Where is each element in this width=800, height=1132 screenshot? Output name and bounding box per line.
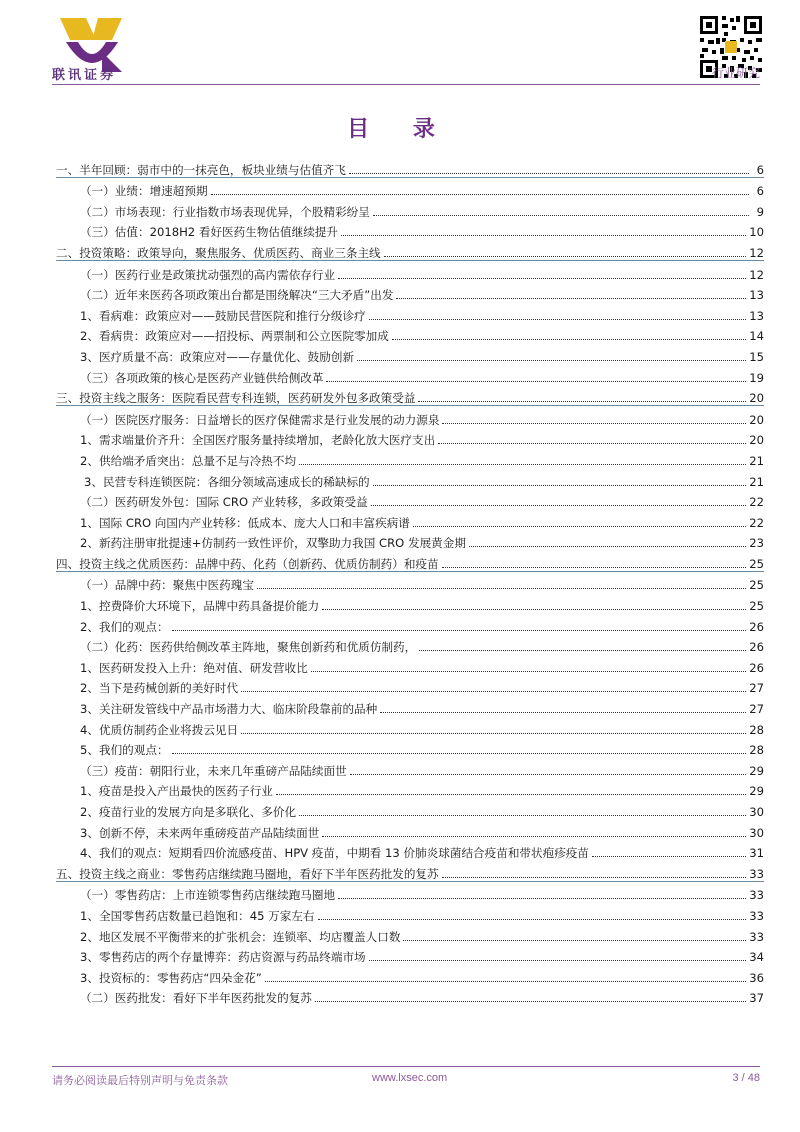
toc-entry-title: 1、全国零售药店数量已趋饱和：45 万家左右 [80, 908, 315, 923]
toc-entry-title: 3、医疗质量不高：政策应对——存量优化、鼓励创新 [80, 349, 355, 364]
toc-entry-page: 15 [749, 349, 764, 364]
toc-entry-title: 1、看病难：政策应对——鼓励民营医院和推行分级诊疗 [80, 308, 366, 323]
toc-entry-page: 26 [749, 619, 764, 634]
toc-entry-title: 3、投资标的：零售药店“四朵金花” [80, 970, 262, 985]
toc-entry-page: 6 [756, 162, 764, 177]
toc-leader-dots [299, 814, 746, 816]
toc-leader-dots [442, 422, 746, 424]
toc-entry[interactable] [56, 716, 764, 737]
toc-leader-dots [338, 277, 746, 279]
toc-leader-dots [380, 711, 746, 713]
toc-entry-title: 2、当下是药械创新的美好时代 [80, 681, 239, 696]
toc-entry-page: 33 [749, 908, 764, 923]
toc-entry-title: （三）疫苗：朝阳行业，未来几年重磅产品陆续面世 [80, 763, 347, 778]
toc-leader-dots [371, 504, 747, 506]
toc-leader-dots [326, 380, 746, 382]
toc-entry[interactable] [56, 675, 764, 696]
toc-leader-dots [341, 234, 746, 236]
toc-entry[interactable] [56, 509, 764, 530]
toc-entry-title: 二、投资策略：政策导向，聚焦服务、优质医药、商业三条主线 [56, 245, 381, 260]
toc-entry[interactable] [56, 447, 764, 468]
toc-entry-title: （二）市场表现：行业指数市场表现优异，个股精彩纷呈 [80, 204, 370, 219]
toc-entry-page: 25 [749, 556, 764, 571]
toc-entry[interactable] [56, 757, 764, 778]
toc-entry-title: 五、投资主线之商业：零售药店继续跑马圈地，看好下半年医药批发的复苏 [56, 866, 439, 881]
toc-entry-page: 21 [749, 474, 764, 489]
toc-entry[interactable] [56, 468, 764, 489]
toc-leader-dots [172, 752, 747, 754]
toc-entry-page: 27 [749, 702, 764, 717]
toc-entry[interactable] [56, 427, 764, 448]
toc-leader-dots [419, 649, 746, 651]
toc-leader-dots [315, 1000, 746, 1002]
toc-leader-dots [257, 587, 746, 589]
toc-entry[interactable] [56, 592, 764, 613]
toc-entry-title: 3、民营专科连锁医院：各细分领域高速成长的稀缺标的 [84, 474, 370, 489]
toc-leader-dots [350, 773, 747, 775]
toc-leader-dots [438, 442, 746, 444]
toc-leader-dots [373, 214, 749, 216]
toc-entry[interactable] [56, 882, 764, 903]
footer-disclaimer: 请务必阅读最后特别声明与免责条款 [52, 1074, 228, 1087]
footer-divider [52, 1066, 760, 1067]
toc-leader-dots [338, 897, 746, 899]
toc-entry-title: 4、优质仿制药企业将拨云见日 [80, 722, 239, 737]
toc-leader-dots [357, 359, 746, 361]
toc-entry-title: 1、医药研发投入上升：绝对值、研发营收比 [80, 660, 308, 675]
toc-leader-dots [241, 732, 746, 734]
toc-entry-title: （二）近年来医药各项政策出台都是围绕解决“三大矛盾”出发 [80, 288, 394, 303]
toc-entry[interactable] [56, 654, 764, 675]
toc-entry-page: 20 [749, 391, 764, 406]
toc-entry[interactable] [56, 198, 764, 219]
toc-entry-title: 一、半年回顾：弱市中的一抹亮色，板块业绩与估值齐飞 [56, 162, 346, 177]
toc-entry[interactable] [56, 944, 764, 965]
toc-entry-title: （二）医药研发外包：国际 CRO 产业转移，多政策受益 [80, 495, 368, 510]
toc-entry[interactable] [56, 156, 764, 178]
toc-entry-page: 26 [749, 660, 764, 675]
toc-leader-dots [442, 876, 747, 878]
table-of-contents [56, 156, 764, 1005]
toc-leader-dots [369, 318, 747, 320]
toc-leader-dots [418, 400, 746, 402]
toc-entry-page: 14 [749, 329, 764, 344]
toc-entry[interactable] [56, 840, 764, 861]
report-category: 行业研究 [711, 66, 760, 80]
toc-entry-page: 20 [749, 433, 764, 448]
toc-entry-page: 12 [749, 267, 764, 282]
toc-entry[interactable] [56, 406, 764, 427]
toc-entry-page: 13 [749, 308, 764, 323]
toc-leader-dots [265, 980, 747, 982]
toc-entry[interactable] [56, 798, 764, 819]
toc-entry-page: 30 [749, 825, 764, 840]
toc-entry-page: 27 [749, 681, 764, 696]
toc-entry[interactable] [56, 489, 764, 510]
toc-entry-title: （一）业绩：增速超预期 [80, 184, 208, 199]
toc-entry-title: 四、投资主线之优质医药：品牌中药、化药（创新药、优质仿制药）和疫苗 [56, 556, 439, 571]
toc-entry[interactable] [56, 923, 764, 944]
toc-entry-title: 5、我们的观点： [80, 743, 169, 758]
toc-entry-page: 33 [749, 866, 764, 881]
toc-entry[interactable] [56, 343, 764, 364]
toc-leader-dots [592, 855, 746, 857]
toc-entry-title: 2、供给端矛盾突出：总量不足与冷热不均 [80, 453, 297, 468]
toc-leader-dots [211, 193, 749, 195]
toc-leader-dots [322, 608, 746, 610]
toc-leader-dots [318, 918, 747, 920]
toc-entry[interactable] [56, 302, 764, 323]
toc-entry-page: 21 [749, 453, 764, 468]
toc-entry-page: 13 [749, 288, 764, 303]
header-divider [52, 84, 760, 85]
toc-entry-title: （二）医药批发：看好下半年医药批发的复苏 [80, 991, 312, 1006]
toc-entry-page: 12 [749, 245, 764, 260]
toc-entry-title: （二）化药：医药供给侧改革主阵地，聚焦创新药和优质仿制药， [80, 640, 417, 655]
toc-entry[interactable] [56, 695, 764, 716]
toc-entry-page: 33 [749, 888, 764, 903]
toc-entry-page: 28 [749, 743, 764, 758]
toc-entry[interactable] [56, 572, 764, 593]
toc-entry-page: 22 [749, 515, 764, 530]
toc-entry-title: （一）医药行业是政策扰动强烈的高内需依存行业 [80, 267, 336, 282]
toc-entry-title: 3、关注研发管线中产品市场潜力大、临床阶段靠前的品种 [80, 702, 378, 717]
footer-page-number: 3 / 48 [732, 1072, 760, 1084]
toc-entry-title: 3、零售药店的两个存量博弈：药店资源与药品终端市场 [80, 950, 366, 965]
toc-entry-page: 10 [749, 225, 764, 240]
toc-entry[interactable] [56, 219, 764, 240]
toc-entry-page: 37 [749, 991, 764, 1006]
toc-entry-page: 34 [749, 950, 764, 965]
toc-leader-dots [396, 297, 746, 299]
page-title: 目 录 [347, 117, 453, 142]
toc-entry[interactable] [56, 282, 764, 303]
toc-entry-page: 20 [749, 412, 764, 427]
toc-entry-title: （一）医院医疗服务：日益增长的医疗保健需求是行业发展的动力源泉 [80, 412, 440, 427]
toc-entry-title: 1、控费降价大环境下，品牌中药具备提价能力 [80, 599, 320, 614]
toc-entry[interactable] [56, 737, 764, 758]
toc-entry-title: 2、我们的观点： [80, 619, 169, 634]
toc-entry-page: 6 [756, 184, 764, 199]
toc-entry-page: 36 [749, 970, 764, 985]
toc-entry-title: 1、需求端量价齐升：全国医疗服务量持续增加，老龄化放大医疗支出 [80, 433, 436, 448]
toc-entry[interactable] [56, 778, 764, 799]
company-logo-text: 联讯证券 [52, 68, 117, 83]
toc-entry-title: 2、疫苗行业的发展方向是多联化、多价化 [80, 805, 297, 819]
toc-entry-page: 25 [749, 599, 764, 614]
toc-entry-title: （一）品牌中药：聚焦中医药瑰宝 [80, 578, 254, 593]
toc-entry[interactable] [56, 261, 764, 282]
toc-entry[interactable] [56, 634, 764, 655]
toc-leader-dots [299, 463, 746, 465]
toc-entry-page: 31 [749, 846, 764, 861]
toc-entry-page: 30 [749, 805, 764, 819]
toc-entry-page: 29 [749, 763, 764, 778]
toc-entry-page: 22 [749, 495, 764, 510]
toc-entry[interactable] [56, 178, 764, 199]
toc-entry[interactable] [56, 239, 764, 261]
toc-entry-title: 2、看病贵：政策应对——招投标、两票制和公立医院零加成 [80, 329, 389, 344]
toc-entry-page: 33 [749, 929, 764, 944]
toc-entry-title: 2、地区发展不平衡带来的扩张机会：连锁率、均店覆盖人口数 [80, 929, 401, 944]
toc-entry[interactable] [56, 985, 764, 1006]
toc-entry[interactable] [56, 385, 764, 407]
toc-entry-title: 1、疫苗是投入产出最快的医药子行业 [80, 784, 273, 799]
toc-leader-dots [311, 670, 747, 672]
toc-entry-page: 23 [749, 536, 764, 551]
toc-leader-dots [392, 338, 746, 340]
toc-entry-page: 19 [749, 370, 764, 385]
toc-entry-title: （一）零售药店：上市连锁零售药店继续跑马圈地 [80, 888, 336, 903]
toc-entry-title: 4、我们的观点：短期看四价流感疫苗、HPV 疫苗，中期看 13 价肺炎球菌结合疫苗和带状疱疹疫苗 [80, 846, 589, 861]
toc-entry[interactable] [56, 819, 764, 840]
toc-entry-page: 26 [749, 640, 764, 655]
toc-entry-page: 25 [749, 578, 764, 593]
toc-leader-dots [413, 525, 746, 527]
toc-leader-dots [241, 690, 746, 692]
toc-entry[interactable] [56, 964, 764, 985]
toc-entry-page: 29 [749, 784, 764, 799]
toc-leader-dots [172, 629, 747, 631]
toc-leader-dots [276, 793, 746, 795]
toc-leader-dots [322, 835, 746, 837]
toc-entry[interactable] [56, 323, 764, 344]
toc-entry[interactable] [56, 613, 764, 634]
toc-leader-dots [442, 566, 747, 568]
toc-entry-title: 2、新药注册审批提速+仿制药一致性评价，双擎助力我国 CRO 发展黄金期 [80, 536, 466, 551]
toc-entry-title: 1、国际 CRO 向国内产业转移：低成本、庞大人口和丰富疾病谱 [80, 515, 410, 530]
toc-entry-title: （三）各项政策的核心是医药产业链供给侧改革 [80, 370, 324, 385]
toc-leader-dots [369, 959, 747, 961]
footer-website: www.lxsec.com [372, 1072, 448, 1084]
toc-leader-dots [384, 255, 747, 257]
toc-entry-title: （三）估值：2018H2 看好医药生物估值继续提升 [80, 225, 338, 240]
toc-entry-page: 9 [756, 204, 764, 219]
toc-leader-dots [349, 172, 749, 174]
toc-entry-title: 3、创新不停，未来两年重磅疫苗产品陆续面世 [80, 825, 320, 840]
toc-entry[interactable] [56, 550, 764, 572]
toc-leader-dots [403, 939, 746, 941]
toc-entry[interactable] [56, 530, 764, 551]
toc-entry-title: 三、投资主线之服务：医院看民营专科连锁，医药研发外包多政策受益 [56, 391, 416, 406]
page-header [0, 0, 800, 90]
toc-entry[interactable] [56, 364, 764, 385]
toc-entry[interactable] [56, 860, 764, 882]
toc-leader-dots [373, 484, 747, 486]
toc-leader-dots [469, 545, 746, 547]
toc-entry[interactable] [56, 902, 764, 923]
toc-entry-page: 28 [749, 722, 764, 737]
